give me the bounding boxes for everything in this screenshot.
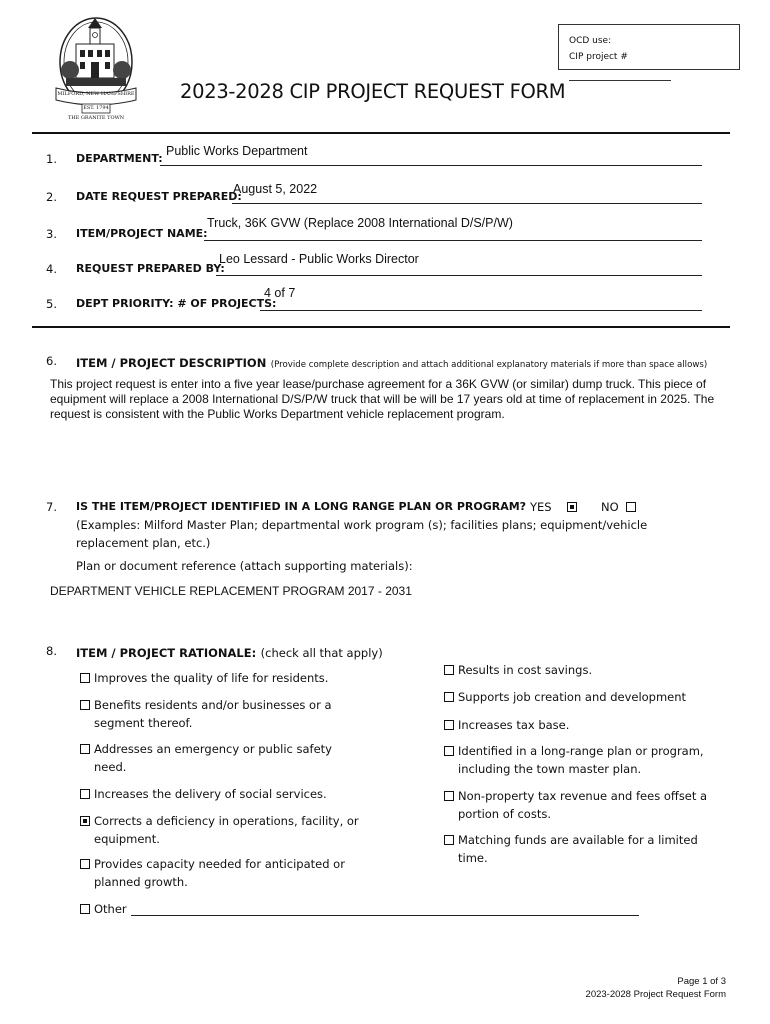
section-7-heading: IS THE ITEM/PROJECT IDENTIFIED IN A LONG RANGE PLAN OR PROGRAM? bbox=[76, 500, 527, 513]
plan-reference-value[interactable]: DEPARTMENT VEHICLE REPLACEMENT PROGRAM 2017 - 2031 bbox=[50, 584, 412, 598]
page-number: Page 1 of 3 bbox=[677, 976, 726, 987]
yes-label: YES bbox=[530, 500, 552, 514]
rationale-option-label: Identified in a long-range plan or program, bbox=[458, 744, 704, 758]
cip-project-number-line bbox=[569, 72, 671, 81]
field-label: DEPARTMENT: bbox=[76, 152, 163, 165]
rationale-other[interactable] bbox=[80, 900, 127, 918]
field-underline bbox=[260, 310, 702, 311]
seal-text-top: MILFORD, NEW HAMPSHIRE bbox=[57, 91, 135, 97]
no-label: NO bbox=[601, 500, 619, 514]
field-label: DATE REQUEST PREPARED: bbox=[76, 190, 242, 203]
rationale-option-label: Non-property tax revenue and fees offset a bbox=[458, 789, 708, 803]
section-6-number: 6. bbox=[46, 354, 57, 368]
rationale-checkbox[interactable] bbox=[80, 859, 90, 869]
rationale-option-label: Improves the quality of life for residents. bbox=[94, 671, 329, 685]
section-7-number: 7. bbox=[46, 500, 57, 514]
field-value-input[interactable]: August 5, 2022 bbox=[233, 182, 318, 196]
plan-reference-prompt: Plan or document reference (attach supporting materials): bbox=[76, 559, 413, 573]
footer-form-name: 2023-2028 Project Request Form bbox=[585, 989, 726, 1000]
rationale-checkbox[interactable] bbox=[80, 673, 90, 683]
field-underline bbox=[232, 203, 702, 204]
field-value-input[interactable]: 4 of 7 bbox=[264, 286, 296, 300]
rationale-option[interactable] bbox=[80, 812, 359, 848]
rationale-option-continuation: time. bbox=[458, 851, 488, 865]
section-7-yes-option[interactable] bbox=[530, 500, 581, 514]
ocd-use-label: OCD use: bbox=[569, 36, 612, 46]
rationale-checkbox[interactable] bbox=[444, 692, 454, 702]
no-checkbox[interactable] bbox=[626, 502, 636, 512]
page-footer bbox=[586, 975, 726, 1001]
form-title: 2023-2028 CIP PROJECT REQUEST FORM bbox=[180, 80, 566, 103]
field-underline bbox=[204, 240, 702, 241]
rationale-option[interactable] bbox=[444, 716, 569, 734]
other-underline[interactable] bbox=[131, 915, 639, 916]
rationale-option-continuation: need. bbox=[94, 760, 127, 774]
ocd-use-box bbox=[558, 24, 740, 70]
section-6-note: (Provide complete description and attach additional explanatory materials if more than space allows) bbox=[270, 360, 708, 370]
field-value-input[interactable]: Truck, 36K GVW (Replace 2008 International D/S/P/W) bbox=[207, 216, 513, 230]
rationale-option[interactable] bbox=[80, 855, 345, 891]
rationale-checkbox[interactable] bbox=[80, 744, 90, 754]
rationale-option[interactable] bbox=[444, 688, 686, 706]
section-7-examples: (Examples: Milford Master Plan; departmental work program (s); facilities plans; equipment/vehicle replacement plan, etc.) bbox=[76, 518, 648, 550]
fields-divider bbox=[32, 326, 730, 328]
field-value-input[interactable]: Leo Lessard - Public Works Director bbox=[219, 252, 419, 266]
rationale-checkbox[interactable] bbox=[444, 835, 454, 845]
field-label: ITEM/PROJECT NAME: bbox=[76, 227, 208, 240]
section-8-subheading: (check all that apply) bbox=[260, 646, 383, 660]
rationale-option-continuation: including the town master plan. bbox=[458, 762, 642, 776]
rationale-option-continuation: planned growth. bbox=[94, 875, 188, 889]
rationale-option[interactable] bbox=[80, 785, 327, 803]
field-label: DEPT PRIORITY: # OF PROJECTS: bbox=[76, 297, 277, 310]
rationale-option-label: Increases tax base. bbox=[458, 718, 570, 732]
section-8-heading-row bbox=[76, 644, 383, 662]
rationale-option[interactable] bbox=[80, 696, 332, 732]
field-underline bbox=[216, 275, 702, 276]
rationale-option-continuation: segment thereof. bbox=[94, 716, 193, 730]
field-label: REQUEST PREPARED BY: bbox=[76, 262, 225, 275]
field-number: 1. bbox=[46, 152, 57, 166]
rationale-option[interactable] bbox=[80, 669, 328, 687]
field-number: 5. bbox=[46, 297, 57, 311]
section-6-heading-row bbox=[76, 354, 707, 372]
rationale-option-label: Provides capacity needed for anticipated or bbox=[94, 857, 345, 871]
rationale-option[interactable] bbox=[444, 787, 707, 823]
rationale-option-label: Addresses an emergency or public safety bbox=[94, 742, 332, 756]
seal-text-bottom: THE GRANITE TOWN bbox=[67, 115, 125, 121]
rationale-option[interactable] bbox=[80, 740, 332, 776]
rationale-option[interactable] bbox=[444, 742, 704, 778]
rationale-option-label: Increases the delivery of social services. bbox=[94, 787, 327, 801]
section-7-no-option[interactable] bbox=[601, 500, 640, 514]
project-description-text[interactable]: This project request is enter into a five year lease/purchase agreement for a 36K GVW (or similar) dump truck. This piece of equipment will replace a 2008 International D/S/P/W truck that will be will be 17 years old at time of replacement in 2025. The request is consistent with the Public Works Department vehicle replacement program. bbox=[50, 377, 715, 421]
rationale-checkbox[interactable] bbox=[444, 720, 454, 730]
rationale-option-continuation: equipment. bbox=[94, 832, 160, 846]
seal-text-year: EST. 1794 bbox=[83, 105, 109, 111]
section-8-number: 8. bbox=[46, 644, 57, 658]
rationale-checkbox[interactable] bbox=[80, 700, 90, 710]
rationale-option-continuation: portion of costs. bbox=[458, 807, 551, 821]
rationale-checkbox[interactable] bbox=[444, 746, 454, 756]
section-6-heading: ITEM / PROJECT DESCRIPTION bbox=[76, 356, 267, 370]
field-underline bbox=[160, 165, 702, 166]
town-seal-logo bbox=[52, 14, 140, 124]
field-number: 3. bbox=[46, 227, 57, 241]
rationale-option[interactable] bbox=[444, 831, 698, 867]
rationale-checkbox[interactable] bbox=[444, 791, 454, 801]
field-number: 4. bbox=[46, 262, 57, 276]
field-value-input[interactable]: Public Works Department bbox=[166, 144, 308, 158]
rationale-option-label: Results in cost savings. bbox=[458, 663, 593, 677]
cip-project-number-field[interactable] bbox=[569, 49, 729, 81]
cip-project-label: CIP project # bbox=[569, 52, 628, 62]
yes-checkbox[interactable] bbox=[567, 502, 577, 512]
section-8-heading: ITEM / PROJECT RATIONALE: bbox=[76, 646, 257, 660]
header-divider bbox=[32, 132, 730, 134]
rationale-checkbox[interactable] bbox=[80, 789, 90, 799]
rationale-option-label: Benefits residents and/or businesses or a bbox=[94, 698, 332, 712]
other-checkbox[interactable] bbox=[80, 904, 90, 914]
rationale-option-label: Corrects a deficiency in operations, facility, or bbox=[94, 814, 359, 828]
rationale-checkbox[interactable] bbox=[444, 665, 454, 675]
rationale-option[interactable] bbox=[444, 661, 592, 679]
rationale-option-label: Matching funds are available for a limited bbox=[458, 833, 698, 847]
other-label: Other bbox=[94, 902, 127, 916]
rationale-option-label: Supports job creation and development bbox=[458, 690, 687, 704]
field-number: 2. bbox=[46, 190, 57, 204]
rationale-checkbox[interactable] bbox=[80, 816, 90, 826]
